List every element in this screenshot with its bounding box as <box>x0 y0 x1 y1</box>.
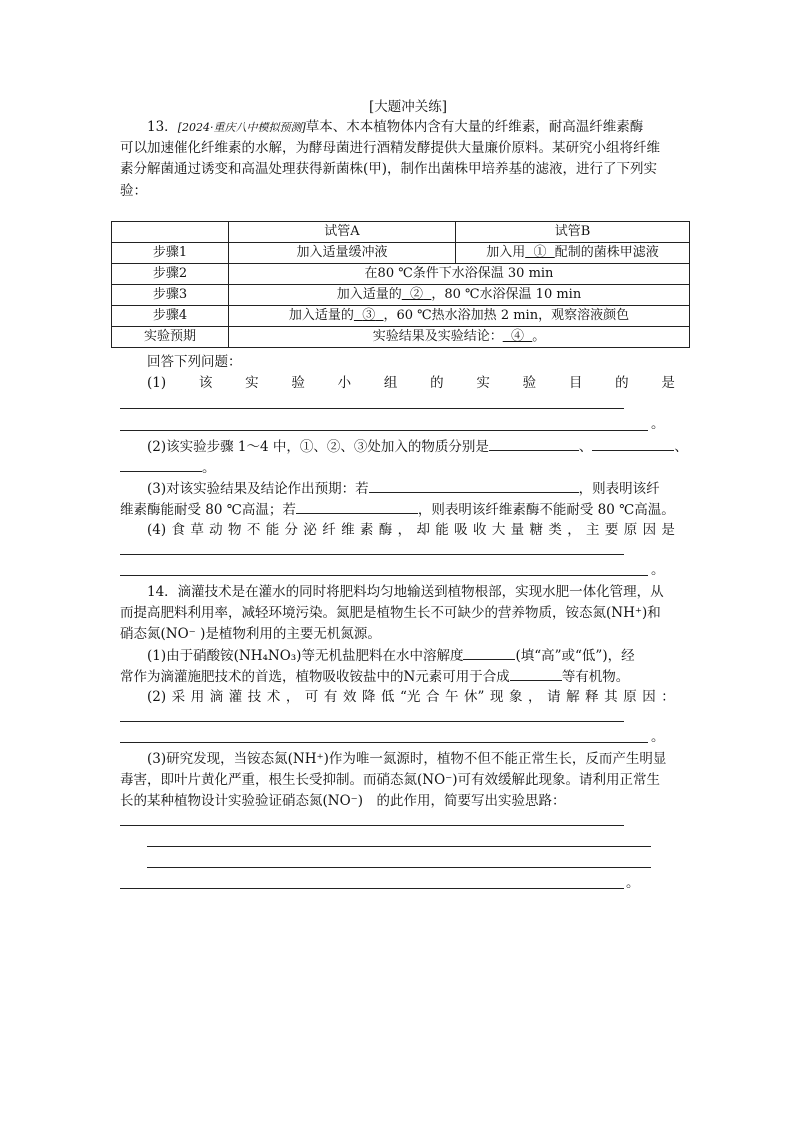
table-header-tube-a: 试管A <box>229 222 456 243</box>
blank-q14-1[interactable] <box>463 645 515 660</box>
q14-line-3: 硝态氮(NO⁻ )是植物利用的主要无机氮源。 <box>120 626 381 642</box>
step4-label: 步骤4 <box>112 306 229 327</box>
blank-1: ① <box>533 245 547 260</box>
q13-line-1 <box>147 117 643 138</box>
answer-line-q14-2b[interactable] <box>120 742 648 743</box>
step3-label: 步骤3 <box>112 285 229 306</box>
q14-sub1-line2: 常作为滴灌施肥技术的首选，植物吸收铵盐中的N元素可用于合成 等有机物。 <box>120 666 629 687</box>
step1-b-post: 配制的菌株甲滤液 <box>554 245 659 260</box>
step3-text: 加入适量的 ② ，80 ℃水浴保温 10 min <box>229 285 690 306</box>
q13-text-1: 草本、木本植物体内含有大量的纤维素，耐高温纤维素酶 <box>305 119 644 135</box>
table-header-row <box>112 222 690 243</box>
q13-source: [2024·重庆八中模拟预测] <box>177 121 306 134</box>
blank-sub3-b[interactable] <box>296 499 418 514</box>
predict-text: 实验结果及实验结论： ④ 。 <box>229 327 690 348</box>
q13-line-4: 验： <box>120 183 147 199</box>
q13-sub2-cont: 。 <box>120 457 216 478</box>
q13-line-2: 可以加速催化纤维素的水解，为酵母菌进行酒精发酵提供大量廉价原料。某研究小组将纤维 <box>120 140 660 156</box>
answer-line-1b[interactable] <box>120 430 648 431</box>
blank-q14-2[interactable] <box>510 666 562 681</box>
blank-4: ④ <box>510 329 524 344</box>
blank-sub2-b[interactable] <box>592 436 674 451</box>
step1-b-pre: 加入用 <box>486 245 526 260</box>
q14-line-2: 而提高肥料利用率，减轻环境污染。氮肥是植物生长不可缺少的营养物质，铵态氮(NH⁺)和 <box>120 605 661 621</box>
table-row-step4 <box>112 306 690 327</box>
table-row-predict <box>112 327 690 348</box>
experiment-table <box>111 221 690 348</box>
table-header-tube-b: 试管B <box>456 222 690 243</box>
step2-text: 在80 ℃条件下水浴保温 30 min <box>229 264 690 285</box>
blank-3: ③ <box>362 308 376 323</box>
answer-line-4b[interactable] <box>120 575 648 576</box>
table-row-step2 <box>112 264 690 285</box>
q13-sub3-line1: (3)对该实验结果及结论作出预期：若 ，则表明该纤 <box>147 478 660 499</box>
q14-sub3-line3: 长的某种植物设计实验验证硝态氮(NO⁻) 的此作用，简要写出实验思路： <box>120 793 566 809</box>
answer-line-4a[interactable] <box>120 554 624 555</box>
blank-sub2-c[interactable] <box>120 457 202 472</box>
step1-tube-b <box>456 243 690 264</box>
q13-line-3: 素分解菌通过诱变和高温处理获得新菌株(甲)，制作出菌株甲培养基的滤液，进行了下列实 <box>120 161 658 177</box>
q14-line-1: 14．滴灌技术是在灌水的同时将肥料均匀地输送到植物根部，实现水肥一体化管理，从 <box>147 584 664 600</box>
predict-label: 实验预期 <box>112 327 229 348</box>
q14-sub3-line1: (3)研究发现，当铵态氮(NH⁺)作为唯一氮源时，植物不但不能正常生长，反而产生明显 <box>147 751 667 767</box>
step2-label: 步骤2 <box>112 264 229 285</box>
answer-line-q14-3a[interactable] <box>120 825 624 826</box>
blank-sub2-a[interactable] <box>489 436 579 451</box>
q13-sub2: (2)该实验步骤 1～4 中，①、②、③处加入的物质分别是 、 、 <box>147 436 688 457</box>
blank-sub3-a[interactable] <box>369 478 579 493</box>
q13-sub4: (4) 食 草 动 物 不 能 分 泌 纤 维 素 酶 ， 却 能 吸 收 大 量 糖 类 ， 主 要 原 因 是 <box>147 522 675 538</box>
table-row-step3 <box>112 285 690 306</box>
q13-number: 13． <box>147 119 178 135</box>
step4-text: 加入适量的 ③ ，60 ℃热水浴加热 2 min，观察溶液颜色 <box>229 306 690 327</box>
q13-sub1: (1) 该 实 验 小 组 的 实 验 目 的 是 <box>147 375 675 391</box>
period-q14-3: 。 <box>626 875 640 891</box>
q14-sub3-line2: 毒害，即叶片黄化严重，根生长受抑制。而硝态氮(NO⁻)可有效缓解此现象。请利用正常生 <box>120 772 661 788</box>
table-header-empty <box>112 222 229 243</box>
q13-sub3-line2: 维素酶能耐受 80 ℃高温；若 ，则表明该纤维素酶不能耐受 80 ℃高温。 <box>120 499 675 520</box>
period-4: 。 <box>651 562 665 578</box>
q14-sub2: (2) 采 用 滴 灌 技 术 ， 可 有 效 降 低 “光 合 午 休” 现 象 ， 请 解 释 其 原 因 ： <box>147 689 675 705</box>
answer-line-q14-3b[interactable] <box>147 846 651 847</box>
step1-tube-a: 加入适量缓冲液 <box>229 243 456 264</box>
answer-line-q14-3d[interactable] <box>120 888 624 889</box>
section-title: [大题冲关练] <box>369 99 448 115</box>
answer-line-1a[interactable] <box>120 408 624 409</box>
answer-line-q14-3c[interactable] <box>147 867 651 868</box>
q14-sub1-line1: (1)由于硝酸铵(NH₄NO₃)等无机盐肥料在水中溶解度 (填“高”或“低”)，经 <box>147 645 635 666</box>
answer-prompt: 回答下列问题： <box>147 354 242 370</box>
period-q14-2: 。 <box>651 729 665 745</box>
blank-2: ② <box>410 287 424 302</box>
step1-label: 步骤1 <box>112 243 229 264</box>
table-row-step1 <box>112 243 690 264</box>
answer-line-q14-2a[interactable] <box>120 721 624 722</box>
period-1: 。 <box>651 416 665 432</box>
